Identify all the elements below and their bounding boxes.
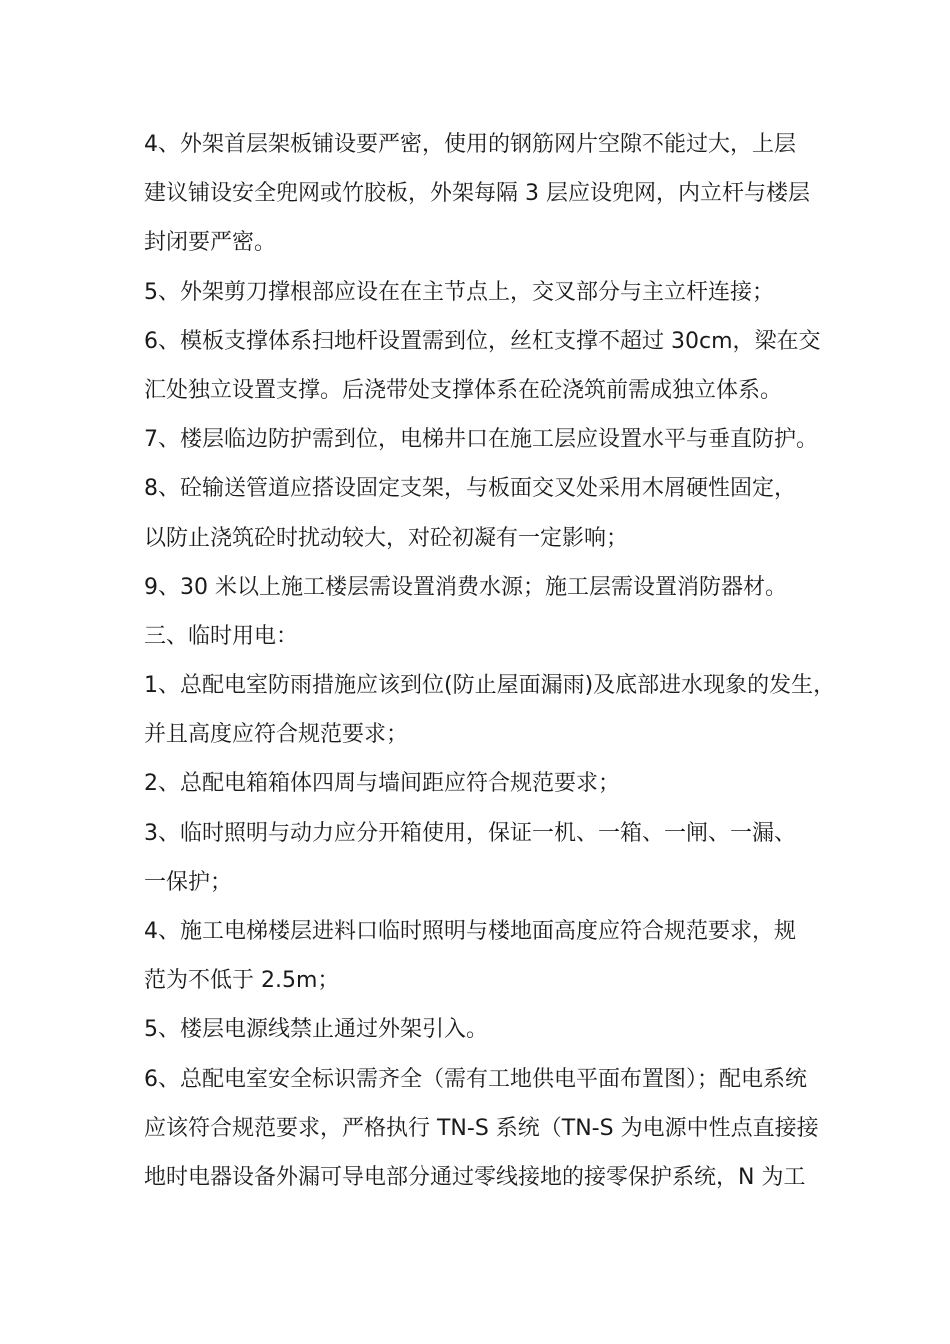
text-line: 汇处独立设置支撑。后浇带处支撑体系在砼浇筑前需成独立体系。	[144, 377, 783, 403]
text-line: 7、楼层临边防护需到位，电梯井口在施工层应设置水平与垂直防护。	[144, 427, 818, 453]
text-line: 并且高度应符合规范要求；	[144, 722, 409, 748]
text-line: 4、外架首层架板铺设要严密，使用的钢筋网片空隙不能过大，上层	[144, 132, 796, 157]
text-line: 应该符合规范要求，严格执行 TN-S 系统（TN-S 为电源中性点直接接	[144, 1115, 819, 1141]
text-line: 一保护；	[144, 869, 233, 895]
text-line: 以防止浇筑砼时扰动较大，对砼初凝有一定影响；	[144, 525, 629, 551]
text-line: 5、外架剪刀撑根部应设在在主节点上，交叉部分与主立杆连接；	[144, 279, 774, 305]
text-line: 9、30 米以上施工楼层需设置消费水源；施工层需设置消防器材。	[144, 574, 787, 600]
document-body	[144, 120, 834, 1202]
text-line: 2、总配电箱箱体四周与墙间距应符合规范要求；	[144, 771, 620, 797]
text-line: 1、总配电室防雨措施应该到位(防止屋面漏雨)及底部进水现象的发生，	[144, 673, 836, 699]
text-line: 地时电器设备外漏可导电部分通过零线接地的接零保护系统，N 为工	[144, 1164, 806, 1190]
text-line: 建议铺设安全兜网或竹胶板，外架每隔 3 层应设兜网，内立杆与楼层	[144, 181, 810, 207]
text-line: 6、模板支撑体系扫地杆设置需到位，丝杠支撑不超过 30cm，梁在交	[144, 328, 821, 354]
text-line: 封闭要严密。	[144, 230, 277, 256]
text-line: 8、砼输送管道应搭设固定支架，与板面交叉处采用木屑硬性固定，	[144, 476, 796, 502]
text-line: 6、总配电室安全标识需齐全（需有工地供电平面布置图）；配电系统	[144, 1066, 807, 1092]
section-heading: 三、临时用电：	[144, 623, 299, 649]
text-line: 5、楼层电源线禁止通过外架引入。	[144, 1017, 488, 1043]
text-line: 范为不低于 2.5m；	[144, 968, 340, 994]
text-line: 3、临时照明与动力应分开箱使用，保证一机、一箱、一闸、一漏、	[144, 820, 796, 846]
text-line: 4、施工电梯楼层进料口临时照明与楼地面高度应符合规范要求，规	[144, 919, 796, 944]
